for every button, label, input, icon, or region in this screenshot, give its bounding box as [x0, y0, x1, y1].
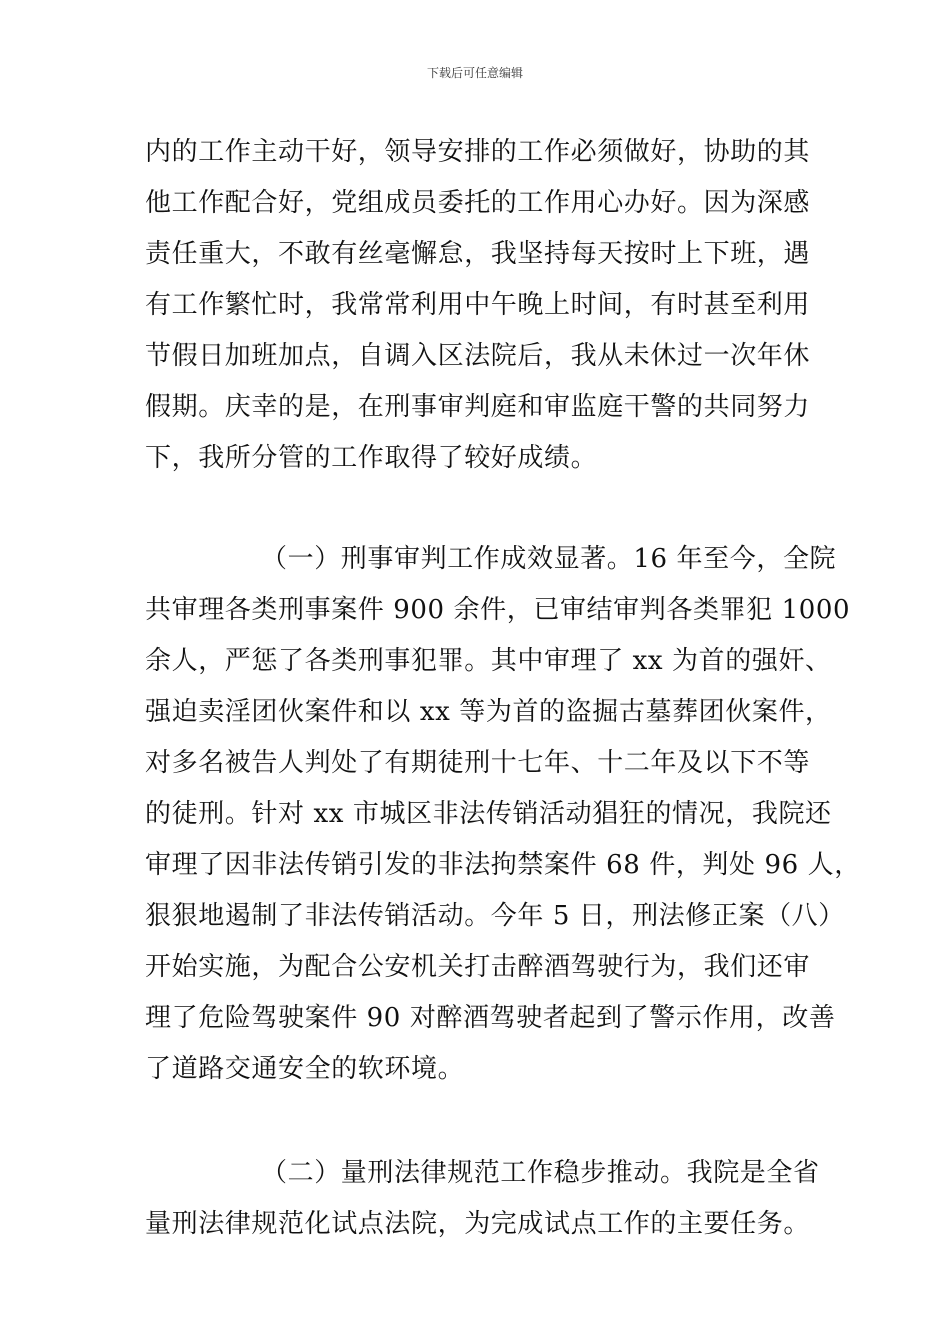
paragraph-spacer: [145, 484, 809, 534]
text-line: 量刑法律规范化试点法院，为完成试点工作的主要任务。: [145, 1209, 811, 1239]
text-line: 下，我所分管的工作取得了较好成绩。: [145, 443, 598, 473]
paragraph-2: [145, 534, 861, 1095]
paragraph-spacer: [145, 1095, 809, 1148]
text-line: 内的工作主动干好，领导安排的工作必须做好，协助的其: [145, 137, 811, 167]
text-line: 审理了因非法传销引发的非法拘禁案件 68 件，判处 96 人，: [145, 850, 861, 880]
text-line: 节假日加班加点，自调入区法院后，我从未休过一次年休: [145, 341, 811, 371]
text-line: 余人，严惩了各类刑事犯罪。其中审理了 xx 为首的强奸、: [145, 646, 832, 676]
text-line: （一）刑事审判工作成效显著。16 年至今，全院: [261, 544, 837, 574]
paragraph-1: [145, 127, 809, 484]
text-line: （二）量刑法律规范工作稳步推动。我院是全省: [261, 1158, 820, 1188]
text-line: 对多名被告人判处了有期徒刑十七年、十二年及以下不等: [145, 748, 811, 778]
page-header: 下载后可任意编辑: [426, 66, 523, 80]
text-line: 狠狠地遏制了非法传销活动。今年 5 日，刑法修正案（八）: [145, 901, 845, 931]
text-line: 的徒刑。针对 xx 市城区非法传销活动猖狂的情况，我院还: [145, 799, 832, 829]
text-line: 了道路交通安全的软环境。: [145, 1054, 465, 1084]
text-line: 理了危险驾驶案件 90 对醉酒驾驶者起到了警示作用，改善: [145, 1003, 836, 1033]
text-line: 有工作繁忙时，我常常利用中午晚上时间，有时甚至利用: [145, 290, 811, 320]
text-line: 假期。庆幸的是，在刑事审判庭和审监庭干警的共同努力: [145, 392, 811, 422]
text-line: 开始实施，为配合公安机关打击醉酒驾驶行为，我们还审: [145, 952, 811, 982]
text-line: 责任重大，不敢有丝毫懈怠，我坚持每天按时上下班，遇: [145, 239, 811, 269]
paragraph-3: [145, 1148, 820, 1250]
text-line: 强迫卖淫团伙案件和以 xx 等为首的盗掘古墓葬团伙案件，: [145, 697, 832, 727]
text-line: 他工作配合好，党组成员委托的工作用心办好。因为深感: [145, 188, 811, 218]
document-body: [145, 127, 861, 1250]
text-line: 共审理各类刑事案件 900 余件，已审结审判各类罪犯 1000: [145, 595, 851, 625]
